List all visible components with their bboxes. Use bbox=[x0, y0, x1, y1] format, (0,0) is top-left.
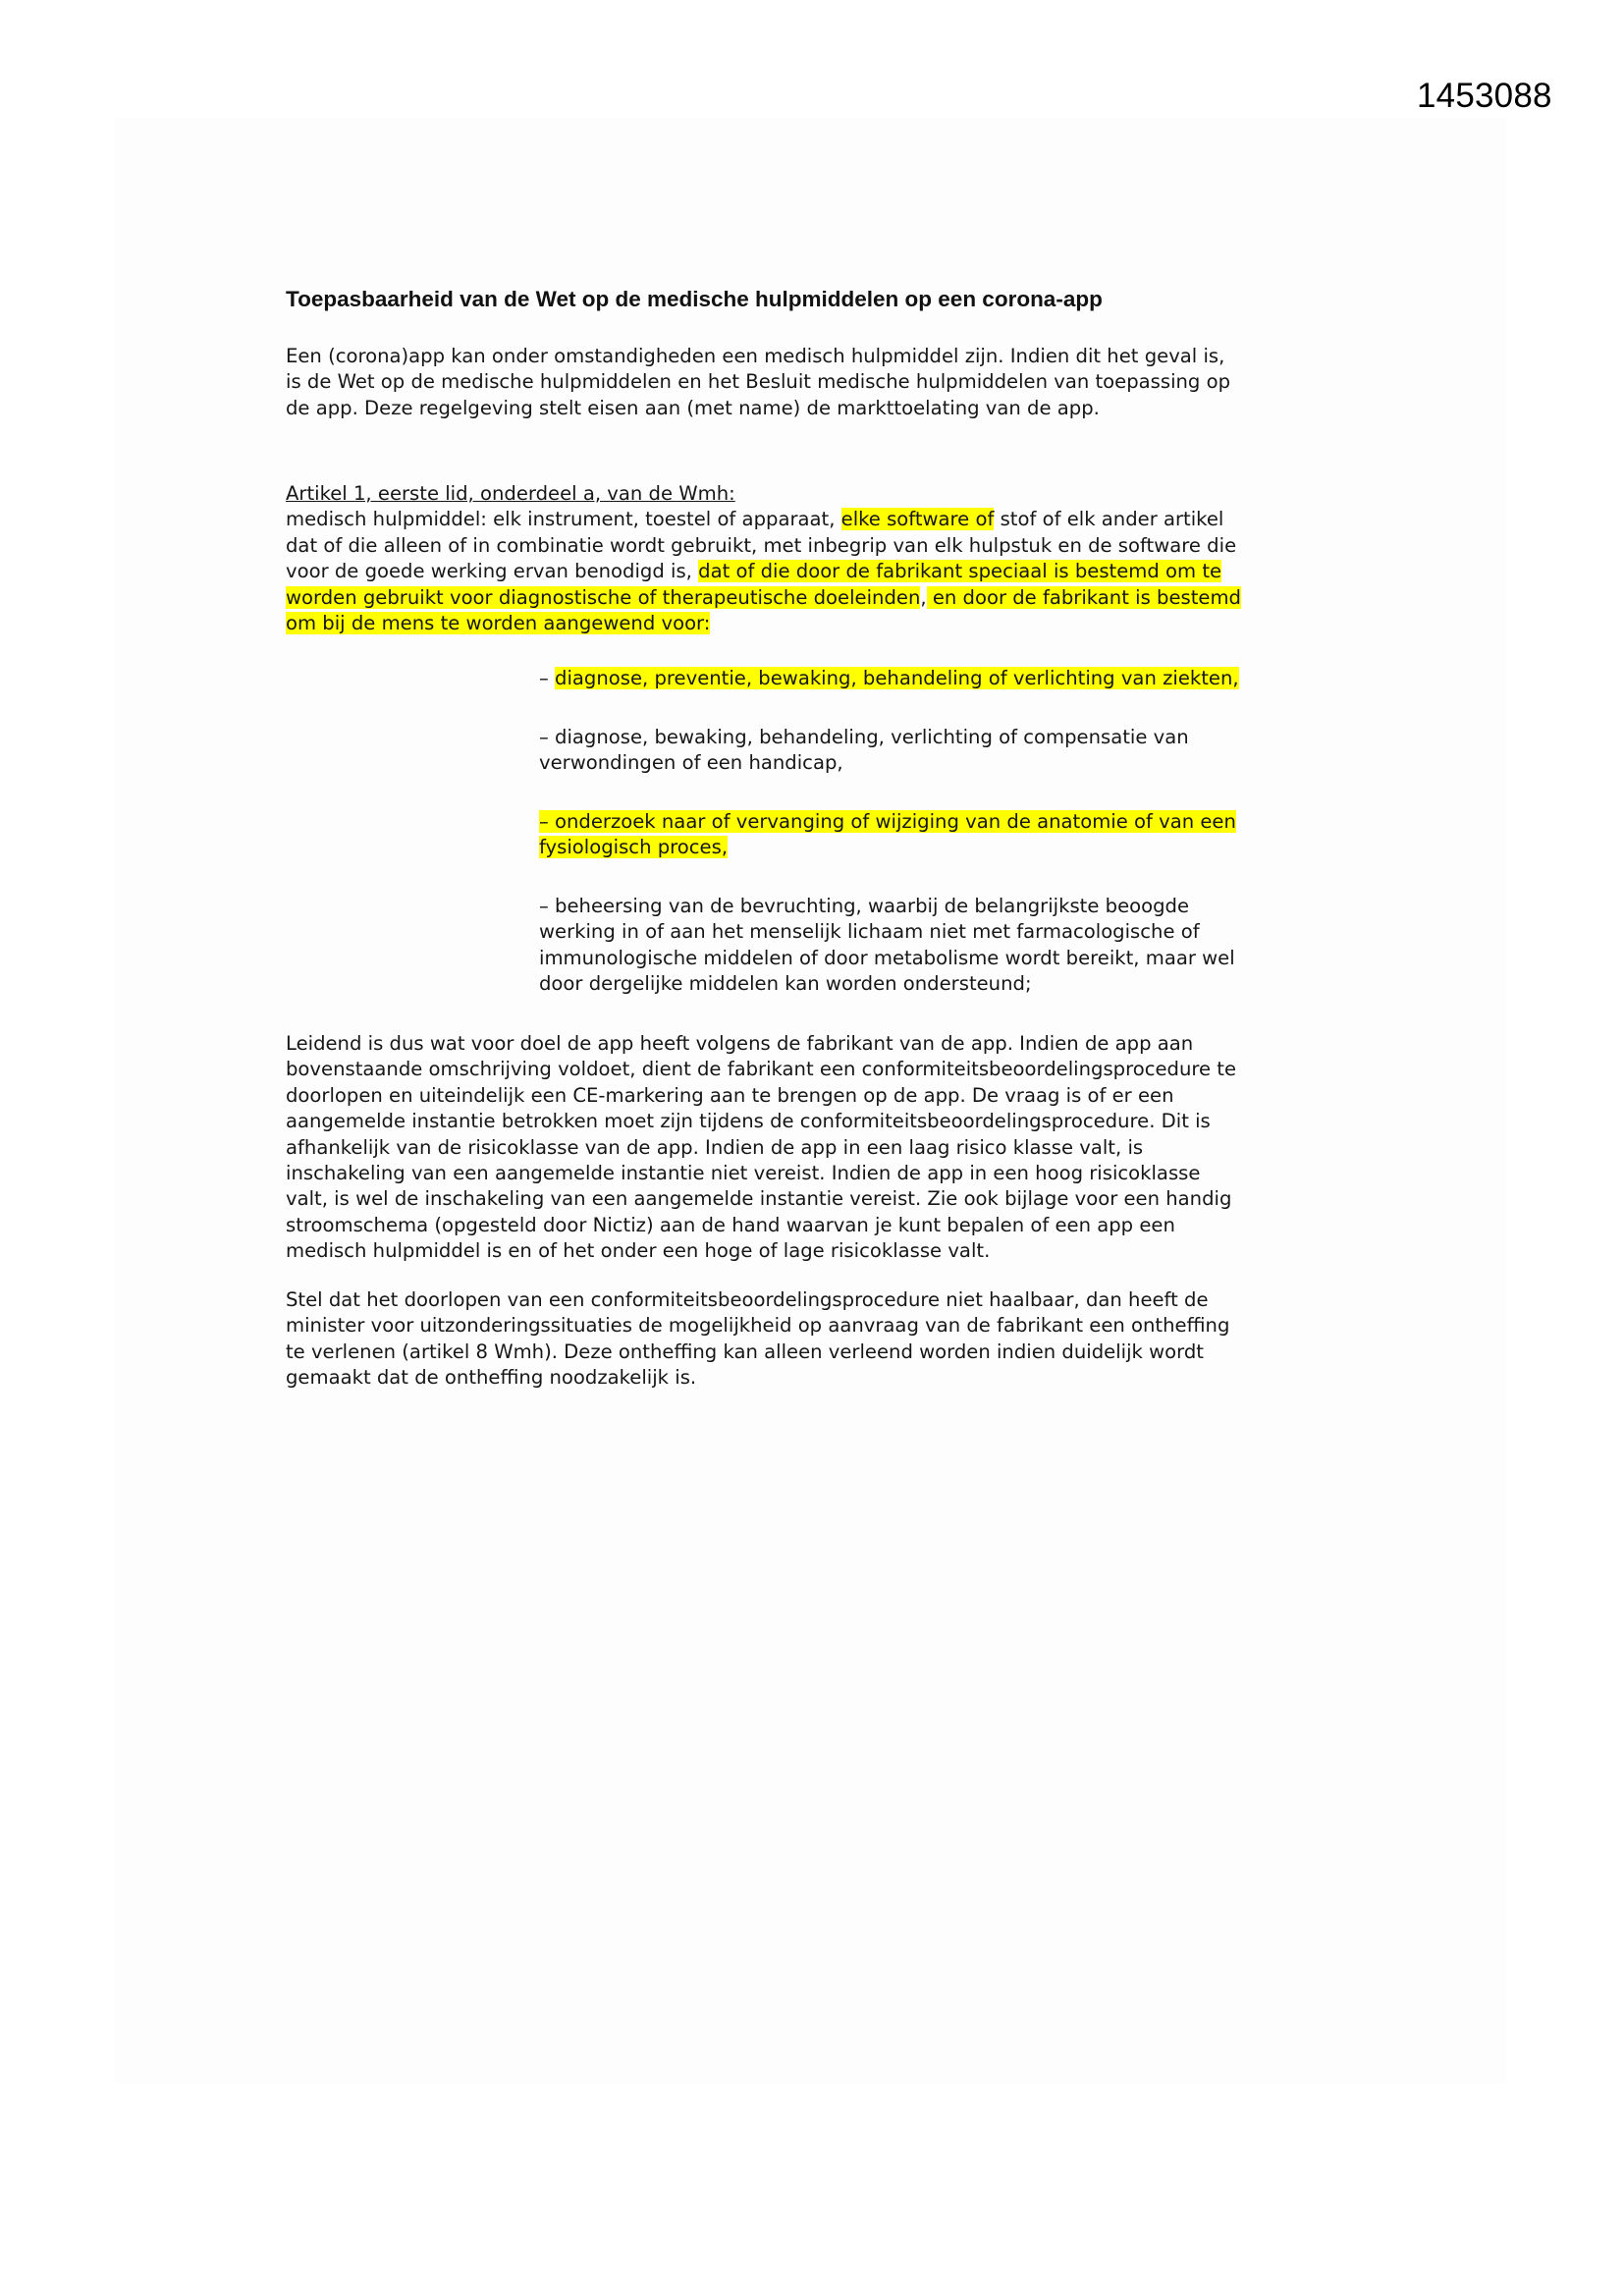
paragraph-line: te verlenen (artikel 8 Wmh). Deze ontheffing kan alleen verleend worden indien duidelijk wordt bbox=[286, 1339, 1204, 1363]
definition-text: medisch hulpmiddel: elk instrument, toestel of apparaat, bbox=[286, 508, 841, 531]
highlighted-text: elke software of bbox=[840, 508, 995, 531]
definition-line-4 bbox=[286, 585, 1241, 611]
paragraph-line: afhankelijk van de risicoklasse van de app. Indien de app in een laag risico klasse valt, is bbox=[286, 1135, 1144, 1159]
paragraph-line: aangemelde instantie betrokken moet zijn tijdens de conformiteitsbeoordelingsprocedure. Dit is bbox=[286, 1110, 1211, 1133]
paragraph-line: doorlopen en uiteindelijk een CE-markering aan te brengen op de app. De vraag is of er een bbox=[286, 1083, 1174, 1107]
highlighted-text: diagnose, preventie, bewaking, behandeling of verlichting van ziekten, bbox=[555, 667, 1239, 689]
paragraph-2 bbox=[286, 1031, 1236, 1265]
list-text: verwondingen of een handicap, bbox=[539, 751, 843, 775]
definition-line-2: dat of die alleen of in combinatie wordt gebruikt, met inbegrip van elk hulpstuk en de software die bbox=[286, 533, 1237, 557]
list-item-4 bbox=[539, 894, 1235, 998]
list-text: immunologische middelen of door metabolisme wordt bereikt, maar wel bbox=[539, 946, 1235, 969]
list-text: diagnose, bewaking, behandeling, verlichting of compensatie van bbox=[555, 726, 1189, 748]
dash: – bbox=[539, 726, 556, 748]
paragraph-line: minister voor uitzonderingssituaties de mogelijkheid op aanvraag van de fabrikant een ontheffing bbox=[286, 1314, 1230, 1338]
article-block bbox=[286, 481, 1241, 636]
paragraph-line: medisch hulpmiddel is en of het onder een hoge of lage risicoklasse valt. bbox=[286, 1239, 991, 1263]
list-item-1 bbox=[539, 666, 1239, 691]
definition-line-1 bbox=[286, 507, 1241, 532]
paragraph-3 bbox=[286, 1287, 1229, 1392]
list-text: beheersing van de bevruchting, waarbij de belangrijkste beoogde bbox=[555, 895, 1190, 917]
document-id: 1453088 bbox=[1417, 77, 1552, 115]
highlighted-text: dat of die door de fabrikant speciaal is bestemd om te bbox=[698, 560, 1222, 583]
definition-text: , bbox=[920, 585, 927, 609]
intro-line: de app. Deze regelgeving stelt eisen aan (met name) de markttoelating van de app. bbox=[286, 396, 1100, 419]
list-item-2 bbox=[539, 725, 1189, 777]
highlighted-text: onderzoek naar of vervanging of wijziging van de anatomie of van een bbox=[555, 810, 1236, 833]
intro-line: Een (corona)app kan onder omstandigheden een medisch hulpmiddel zijn. Indien dit het geval is, bbox=[286, 345, 1225, 367]
intro-line: is de Wet op de medische hulpmiddelen en het Besluit medische hulpmiddelen van toepassing op bbox=[286, 370, 1231, 394]
highlighted-text: worden gebruikt voor diagnostische of therapeutische doeleinden bbox=[286, 585, 921, 609]
dash: – bbox=[539, 810, 556, 833]
list-text: door dergelijke middelen kan worden ondersteund; bbox=[539, 972, 1032, 996]
paragraph-line: inschakeling van een aangemelde instantie niet vereist. Indien de app in een hoog risicoklasse bbox=[286, 1162, 1201, 1185]
definition-line-3 bbox=[286, 559, 1241, 584]
definition-text: voor de goede werking ervan benodigd is, bbox=[286, 560, 699, 583]
definition-line-5 bbox=[286, 611, 1241, 636]
highlighted-text: fysiologisch proces, bbox=[539, 836, 729, 859]
dash: – bbox=[539, 667, 556, 689]
paragraph-line: gemaakt dat de ontheffing noodzakelijk is. bbox=[286, 1366, 697, 1390]
article-heading: Artikel 1, eerste lid, onderdeel a, van de Wmh: bbox=[286, 482, 735, 505]
paragraph-line: stroomschema (opgesteld door Nictiz) aan de hand waarvan je kunt bepalen of een app een bbox=[286, 1213, 1175, 1236]
paragraph-line: Stel dat het doorlopen van een conformiteitsbeoordelingsprocedure niet haalbaar, dan heeft de bbox=[286, 1288, 1209, 1311]
highlighted-text: om bij de mens te worden aangewend voor: bbox=[286, 612, 711, 635]
paragraph-line: Leidend is dus wat voor doel de app heeft volgens de fabrikant van de app. Indien de app aan bbox=[286, 1032, 1194, 1055]
list-item-3 bbox=[539, 809, 1236, 861]
highlighted-text: en door de fabrikant is bestemd bbox=[926, 585, 1241, 609]
document-title: Toepasbaarheid van de Wet op de medische hulpmiddelen op een corona-app bbox=[286, 287, 1103, 311]
definition-text: stof of elk ander artikel bbox=[994, 508, 1224, 531]
paragraph-line: valt, is wel de inschakeling van een aangemelde instantie vereist. Zie ook bijlage voor een handig bbox=[286, 1187, 1232, 1211]
intro-paragraph bbox=[286, 344, 1230, 421]
list-text: werking in of aan het menselijk lichaam niet met farmacologische of bbox=[539, 920, 1200, 944]
paragraph-line: bovenstaande omschrijving voldoet, dient de fabrikant een conformiteitsbeoordelingsprocedure te bbox=[286, 1058, 1237, 1081]
dash: – bbox=[539, 895, 556, 917]
